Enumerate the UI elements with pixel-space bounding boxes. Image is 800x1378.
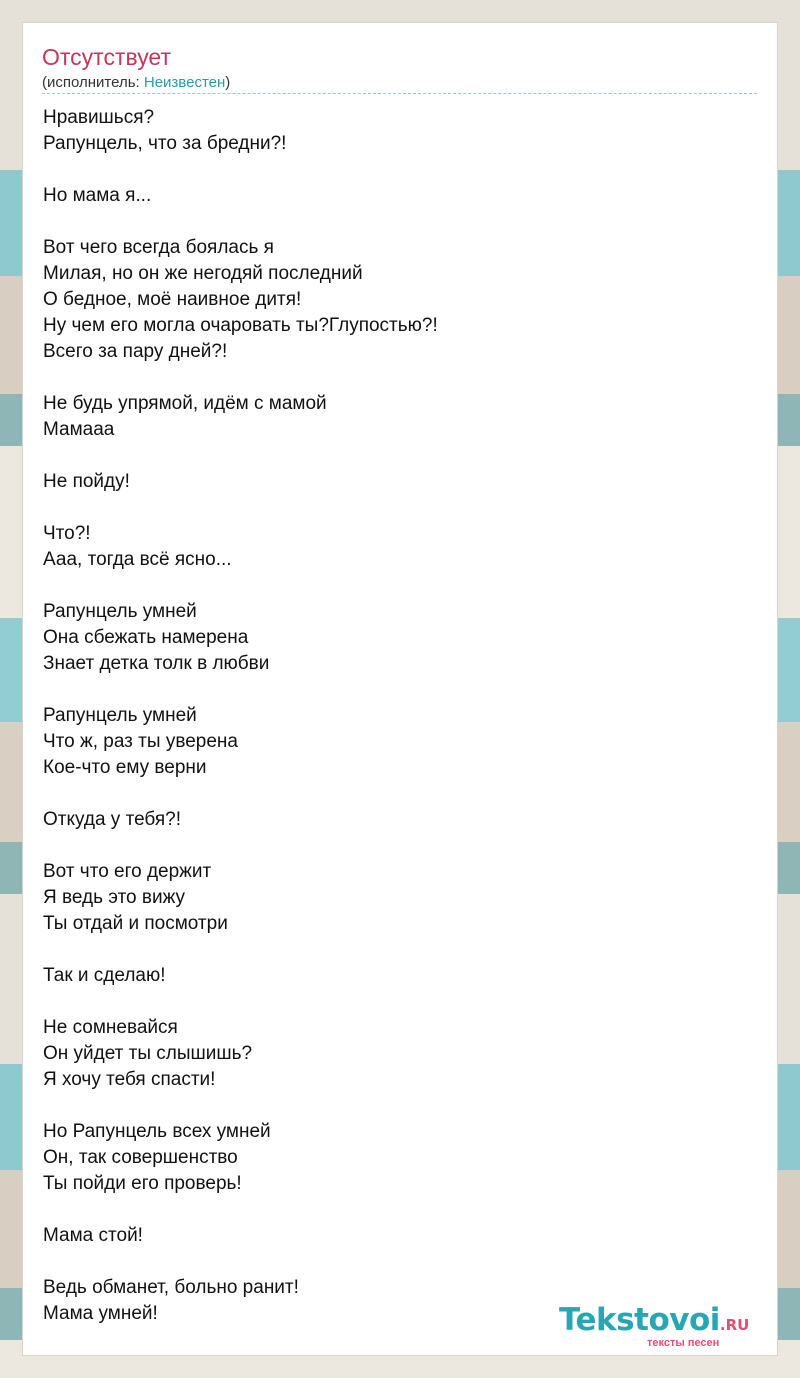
lyric-line: Он, так совершенство xyxy=(43,1147,238,1168)
lyric-line: Ты отдай и посмотри xyxy=(43,913,228,934)
lyric-line xyxy=(43,989,743,1015)
lyric-line xyxy=(43,1249,743,1275)
lyric-line: Я хочу тебя спасти! xyxy=(43,1069,216,1090)
lyric-line: Нравишься? xyxy=(43,107,155,128)
lyric-line: Что?! xyxy=(43,523,91,544)
lyric-line: Ты пойди его проверь! xyxy=(43,1173,242,1194)
lyric-line xyxy=(43,1197,743,1223)
lyric-line xyxy=(43,573,743,599)
lyric-line: Всего за пару дней?! xyxy=(43,341,228,362)
lyrics-block xyxy=(43,105,743,1327)
lyric-line: Она сбежать намерена xyxy=(43,627,249,648)
lyric-line: Не будь упрямой, идём с мамой xyxy=(43,393,327,414)
lyric-line: Вот что его держит xyxy=(43,861,212,882)
lyric-line: О бедное, моё наивное дитя! xyxy=(43,289,302,310)
song-card xyxy=(22,22,778,1356)
lyric-line: Милая, но он же негодяй последний xyxy=(43,263,363,284)
lyric-line xyxy=(43,443,743,469)
lyric-line: Ведь обманет, больно ранит! xyxy=(43,1277,299,1298)
site-logo[interactable] xyxy=(559,1303,769,1349)
lyric-line: Вот чего всегда боялась я xyxy=(43,237,274,258)
lyric-line: Кое-что ему верни xyxy=(43,757,207,778)
lyric-line: Но мама я... xyxy=(43,185,152,206)
lyric-line: Мама умней! xyxy=(43,1303,158,1324)
lyric-line: Не сомневайся xyxy=(43,1017,178,1038)
lyric-line: Мама стой! xyxy=(43,1225,143,1246)
lyric-line: Рапунцель, что за бредни?! xyxy=(43,133,287,154)
logo-tagline: тексты песен xyxy=(647,1337,720,1349)
lyric-line: Рапунцель умней xyxy=(43,705,197,726)
lyric-line: Мамааа xyxy=(43,419,115,440)
lyric-line: Откуда у тебя?! xyxy=(43,809,182,830)
artist-line xyxy=(42,74,230,92)
logo-name: Tekstovoi xyxy=(559,1302,720,1338)
artist-link[interactable]: Неизвестен xyxy=(143,74,226,91)
song-title: Отсутствует xyxy=(42,44,171,70)
artist-prefix: (исполнитель: xyxy=(42,74,144,91)
lyric-line xyxy=(43,833,743,859)
lyric-line: Но Рапунцель всех умней xyxy=(43,1121,271,1142)
lyric-line: Рапунцель умней xyxy=(43,601,197,622)
lyric-line: Знает детка толк в любви xyxy=(43,653,270,674)
title-divider xyxy=(42,93,757,94)
lyric-line: Что ж, раз ты уверена xyxy=(43,731,238,752)
artist-suffix: ) xyxy=(225,74,231,91)
lyric-line: Ну чем его могла очаровать ты?Глупостью?! xyxy=(43,315,438,336)
lyric-line: Я ведь это вижу xyxy=(43,887,186,908)
lyric-line xyxy=(43,937,743,963)
lyric-line xyxy=(43,677,743,703)
lyric-line xyxy=(43,157,743,183)
lyric-line: Ааа, тогда всё ясно... xyxy=(43,549,232,570)
lyric-line xyxy=(43,209,743,235)
lyric-line xyxy=(43,1093,743,1119)
lyric-line xyxy=(43,365,743,391)
lyric-line: Он уйдет ты слышишь? xyxy=(43,1043,253,1064)
lyric-line xyxy=(43,495,743,521)
lyric-line: Не пойду! xyxy=(43,471,130,492)
lyric-line xyxy=(43,781,743,807)
logo-tld: .RU xyxy=(719,1316,750,1334)
lyric-line: Так и сделаю! xyxy=(43,965,166,986)
